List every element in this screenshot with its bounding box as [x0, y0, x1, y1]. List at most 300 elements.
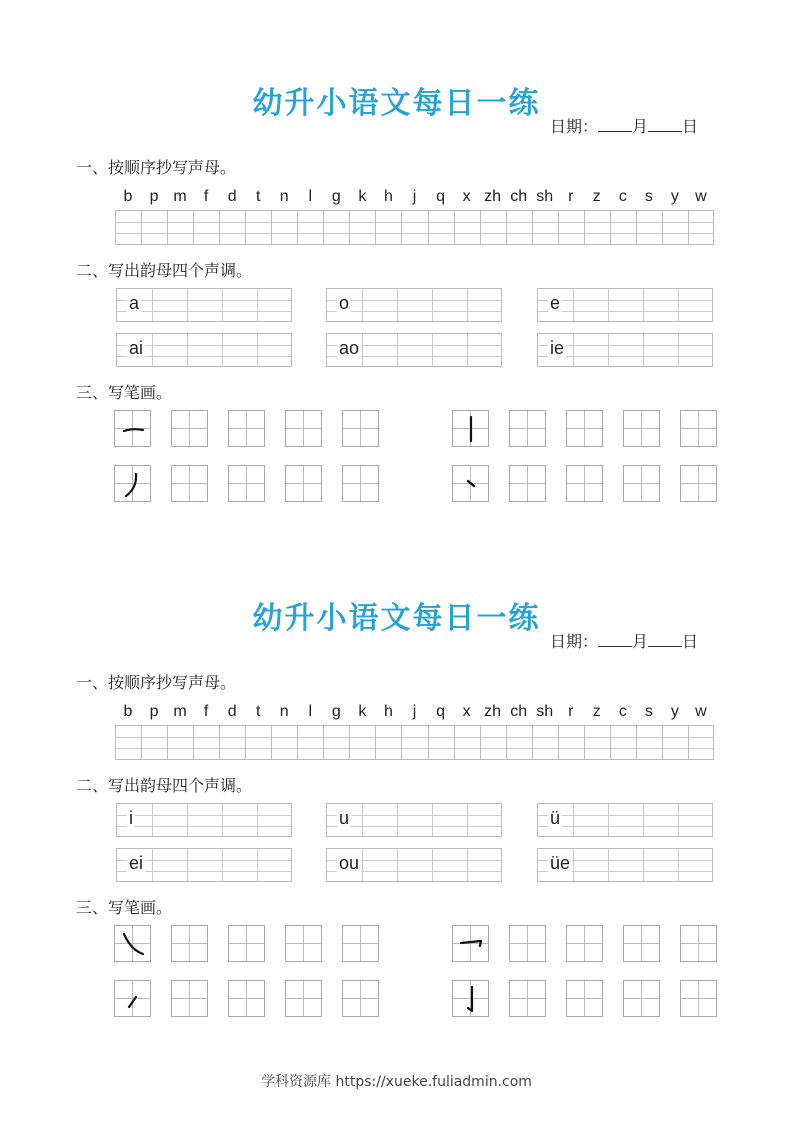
writing-cell[interactable]	[323, 210, 349, 245]
grid-line	[222, 289, 223, 321]
writing-cell[interactable]	[584, 725, 610, 760]
tianzi-cell[interactable]	[228, 980, 265, 1017]
grid-line	[507, 222, 532, 223]
tianzi-cell[interactable]	[342, 465, 379, 502]
shengmu-letter: b	[123, 703, 133, 720]
section-2-heading: 二、写出韵母四个声调。	[76, 261, 253, 280]
writing-cell[interactable]	[297, 210, 323, 245]
writing-cell[interactable]	[610, 725, 636, 760]
writing-cell[interactable]	[401, 210, 427, 245]
day-label: 日	[682, 117, 699, 136]
grid-line	[362, 849, 363, 881]
grid-line	[527, 466, 528, 501]
grid-line	[303, 981, 304, 1016]
month-blank[interactable]	[598, 117, 632, 132]
shengmu-letter: s	[644, 703, 653, 720]
grid-line	[220, 222, 245, 223]
grid-line	[298, 737, 323, 738]
shengmu-row	[115, 188, 715, 208]
grid-line	[637, 222, 662, 223]
yunmu-writing-box[interactable]	[537, 288, 713, 322]
grid-line	[246, 981, 247, 1016]
writing-cell[interactable]	[115, 725, 141, 760]
writing-cell[interactable]	[401, 725, 427, 760]
shengmu-letter: x	[462, 703, 471, 720]
section-3-heading: 三、写笔画。	[76, 898, 173, 917]
shengmu-letter: sh	[536, 188, 554, 205]
shengmu-letter: ch	[510, 703, 528, 720]
tianzi-cell[interactable]	[680, 980, 717, 1017]
writing-cell[interactable]	[480, 725, 506, 760]
grid-line	[116, 222, 141, 223]
tianzi-cell[interactable]	[228, 925, 265, 962]
writing-cell[interactable]	[167, 725, 193, 760]
writing-cell[interactable]	[688, 210, 714, 245]
shengmu-letter: t	[255, 188, 261, 205]
grid-line	[324, 737, 349, 738]
grid-line	[585, 737, 610, 738]
writing-cell[interactable]	[323, 725, 349, 760]
grid-line	[303, 926, 304, 961]
yunmu-writing-box[interactable]	[326, 803, 502, 837]
grid-line	[362, 289, 363, 321]
grid-line	[152, 289, 153, 321]
tianzi-cell[interactable]	[171, 465, 208, 502]
grid-line	[481, 737, 506, 738]
grid-line	[527, 411, 528, 446]
writing-cell[interactable]	[349, 725, 375, 760]
grid-line	[187, 849, 188, 881]
writing-cell[interactable]	[558, 725, 584, 760]
tianzi-cell[interactable]	[680, 410, 717, 447]
grid-line	[432, 804, 433, 836]
grid-line	[187, 334, 188, 366]
grid-line	[116, 233, 141, 234]
tianzi-cell[interactable]	[171, 980, 208, 1017]
shengmu-letter: j	[412, 703, 417, 720]
grid-line	[327, 300, 501, 301]
writing-cell[interactable]	[480, 210, 506, 245]
yunmu-writing-box[interactable]	[116, 288, 292, 322]
stroke-model-cell	[452, 925, 489, 962]
yunmu-writing-box[interactable]	[537, 848, 713, 882]
tianzi-cell[interactable]	[171, 410, 208, 447]
grid-line	[324, 748, 349, 749]
grid-line	[360, 466, 361, 501]
grid-line	[584, 411, 585, 446]
grid-line	[168, 737, 193, 738]
writing-cell[interactable]	[245, 725, 271, 760]
grid-line	[397, 804, 398, 836]
writing-cell[interactable]	[193, 725, 219, 760]
grid-line	[257, 849, 258, 881]
writing-cell[interactable]	[297, 725, 323, 760]
yunmu-writing-box[interactable]	[116, 333, 292, 367]
date-field	[550, 114, 698, 137]
tianzi-cell[interactable]	[509, 465, 546, 502]
grid-line	[246, 926, 247, 961]
grid-line	[663, 233, 688, 234]
yunmu-label: e	[550, 293, 561, 313]
stroke-model-cell	[114, 465, 151, 502]
grid-line	[194, 222, 219, 223]
grid-line	[142, 748, 167, 749]
grid-line	[116, 748, 141, 749]
grid-line	[698, 466, 699, 501]
grid-line	[189, 926, 190, 961]
yunmu-writing-box[interactable]	[326, 333, 502, 367]
tianzi-cell[interactable]	[509, 980, 546, 1017]
grid-line	[303, 466, 304, 501]
grid-line	[538, 311, 712, 312]
grid-line	[527, 981, 528, 1016]
tianzi-cell[interactable]	[342, 410, 379, 447]
grid-line	[538, 826, 712, 827]
writing-cell[interactable]	[584, 210, 610, 245]
stroke-dian-icon	[453, 466, 490, 503]
writing-cell[interactable]	[115, 210, 141, 245]
grid-line	[168, 233, 193, 234]
stroke-model-cell	[452, 410, 489, 447]
grid-line	[559, 737, 584, 738]
grid-line	[585, 222, 610, 223]
writing-cell[interactable]	[219, 725, 245, 760]
yunmu-label: u	[339, 808, 350, 828]
tianzi-cell[interactable]	[566, 925, 603, 962]
writing-cell[interactable]	[193, 210, 219, 245]
writing-cell[interactable]	[636, 725, 662, 760]
grid-line	[663, 748, 688, 749]
grid-line	[246, 737, 271, 738]
shengmu-writing-grid[interactable]	[115, 210, 714, 245]
tianzi-cell[interactable]	[623, 980, 660, 1017]
grid-line	[467, 804, 468, 836]
writing-cell[interactable]	[375, 725, 401, 760]
tianzi-cell[interactable]	[285, 410, 322, 447]
grid-line	[698, 981, 699, 1016]
shengmu-letter: g	[331, 188, 341, 205]
grid-line	[303, 411, 304, 446]
tianzi-cell[interactable]	[623, 925, 660, 962]
section-3-heading: 三、写笔画。	[76, 383, 173, 402]
writing-cell[interactable]	[610, 210, 636, 245]
writing-cell[interactable]	[245, 210, 271, 245]
grid-line	[467, 849, 468, 881]
grid-line	[481, 748, 506, 749]
grid-line	[117, 826, 291, 827]
shengmu-letter: f	[203, 703, 209, 720]
grid-line	[402, 737, 427, 738]
writing-cell[interactable]	[636, 210, 662, 245]
grid-line	[350, 222, 375, 223]
yunmu-writing-box[interactable]	[537, 803, 713, 837]
grid-line	[678, 334, 679, 366]
tianzi-cell[interactable]	[228, 410, 265, 447]
grid-line	[194, 233, 219, 234]
stroke-hengzhe-icon	[453, 926, 490, 963]
grid-line	[220, 748, 245, 749]
yunmu-writing-box[interactable]	[537, 333, 713, 367]
shengmu-letter: r	[568, 188, 574, 205]
shengmu-letter: d	[227, 703, 237, 720]
grid-line	[533, 222, 558, 223]
tianzi-cell[interactable]	[228, 465, 265, 502]
grid-line	[397, 289, 398, 321]
yunmu-label: ü	[550, 808, 561, 828]
grid-line	[298, 233, 323, 234]
shengmu-letter: n	[279, 703, 289, 720]
grid-line	[432, 334, 433, 366]
writing-cell[interactable]	[141, 210, 167, 245]
grid-line	[689, 233, 714, 234]
day-blank[interactable]	[648, 632, 682, 647]
grid-line	[573, 849, 574, 881]
grid-line	[559, 222, 584, 223]
grid-line	[507, 737, 532, 738]
grid-line	[246, 233, 271, 234]
stroke-pie-icon	[115, 466, 152, 503]
shengmu-letter: p	[149, 188, 159, 205]
grid-line	[429, 737, 454, 738]
shengmu-letter: q	[436, 703, 445, 720]
grid-line	[257, 289, 258, 321]
tianzi-cell[interactable]	[285, 980, 322, 1017]
grid-line	[678, 849, 679, 881]
grid-line	[573, 334, 574, 366]
shengmu-letter: h	[383, 703, 393, 720]
tianzi-cell[interactable]	[680, 925, 717, 962]
tianzi-cell[interactable]	[171, 925, 208, 962]
yunmu-writing-box[interactable]	[116, 803, 292, 837]
writing-cell[interactable]	[532, 210, 558, 245]
grid-line	[397, 334, 398, 366]
grid-line	[272, 737, 297, 738]
shengmu-letter: y	[670, 188, 679, 205]
grid-line	[189, 981, 190, 1016]
date-field	[550, 629, 698, 652]
shengmu-letter: h	[383, 188, 393, 205]
grid-line	[117, 815, 291, 816]
shengmu-letter: n	[279, 188, 289, 205]
page-title: 幼升小语文每日一练	[252, 86, 541, 121]
shengmu-letter: g	[331, 703, 341, 720]
grid-line	[611, 233, 636, 234]
shengmu-letter: w	[695, 703, 707, 720]
shengmu-letter: k	[358, 703, 367, 720]
grid-line	[533, 737, 558, 738]
stroke-ti-icon	[115, 981, 152, 1018]
grid-line	[222, 804, 223, 836]
grid-line	[611, 748, 636, 749]
date-label: 日期：	[550, 632, 599, 651]
grid-line	[152, 804, 153, 836]
writing-cell[interactable]	[271, 210, 297, 245]
grid-line	[187, 289, 188, 321]
grid-line	[698, 411, 699, 446]
shengmu-letter: z	[592, 188, 601, 205]
grid-line	[362, 804, 363, 836]
grid-line	[573, 804, 574, 836]
grid-line	[142, 233, 167, 234]
grid-line	[362, 334, 363, 366]
writing-cell[interactable]	[558, 210, 584, 245]
grid-line	[455, 748, 480, 749]
grid-line	[246, 466, 247, 501]
writing-cell[interactable]	[454, 725, 480, 760]
grid-line	[350, 737, 375, 738]
grid-line	[608, 804, 609, 836]
grid-line	[643, 334, 644, 366]
writing-cell[interactable]	[428, 725, 454, 760]
stroke-na-icon	[115, 926, 152, 963]
tianzi-cell[interactable]	[566, 465, 603, 502]
grid-line	[713, 725, 714, 760]
grid-line	[376, 222, 401, 223]
writing-cell[interactable]	[428, 210, 454, 245]
section-1-heading: 一、按顺序抄写声母。	[76, 158, 237, 177]
grid-line	[611, 222, 636, 223]
grid-line	[376, 737, 401, 738]
shengmu-letter: c	[618, 188, 627, 205]
grid-line	[152, 334, 153, 366]
grid-line	[573, 289, 574, 321]
writing-cell[interactable]	[454, 210, 480, 245]
writing-cell[interactable]	[219, 210, 245, 245]
writing-cell[interactable]	[349, 210, 375, 245]
writing-cell[interactable]	[662, 210, 688, 245]
tianzi-cell[interactable]	[509, 925, 546, 962]
writing-cell[interactable]	[167, 210, 193, 245]
practice-block	[0, 515, 793, 1030]
grid-line	[713, 210, 714, 245]
grid-line	[527, 926, 528, 961]
tianzi-cell[interactable]	[566, 980, 603, 1017]
stroke-model-cell	[114, 980, 151, 1017]
grid-line	[257, 334, 258, 366]
shengmu-letter: p	[149, 703, 159, 720]
shengmu-letter: w	[695, 188, 707, 205]
tianzi-cell[interactable]	[342, 925, 379, 962]
writing-cell[interactable]	[662, 725, 688, 760]
grid-line	[533, 233, 558, 234]
grid-line	[641, 926, 642, 961]
yunmu-writing-box[interactable]	[326, 848, 502, 882]
writing-cell[interactable]	[688, 725, 714, 760]
grid-line	[142, 222, 167, 223]
shengmu-letter: t	[255, 703, 261, 720]
grid-line	[507, 233, 532, 234]
grid-line	[376, 233, 401, 234]
grid-line	[608, 289, 609, 321]
grid-line	[194, 748, 219, 749]
shengmu-letter: l	[308, 188, 313, 205]
shengmu-letter: k	[358, 188, 367, 205]
writing-cell[interactable]	[506, 210, 532, 245]
grid-line	[194, 737, 219, 738]
shengmu-letter: c	[618, 703, 627, 720]
writing-cell[interactable]	[532, 725, 558, 760]
tianzi-cell[interactable]	[285, 465, 322, 502]
yunmu-writing-box[interactable]	[116, 848, 292, 882]
tianzi-cell[interactable]	[680, 465, 717, 502]
grid-line	[481, 222, 506, 223]
grid-line	[432, 849, 433, 881]
writing-cell[interactable]	[375, 210, 401, 245]
grid-line	[272, 748, 297, 749]
month-blank[interactable]	[598, 632, 632, 647]
grid-line	[611, 737, 636, 738]
day-blank[interactable]	[648, 117, 682, 132]
writing-cell[interactable]	[271, 725, 297, 760]
stroke-model-cell	[114, 925, 151, 962]
grid-line	[168, 748, 193, 749]
grid-line	[116, 737, 141, 738]
grid-line	[246, 411, 247, 446]
grid-line	[429, 233, 454, 234]
stroke-model-cell	[452, 465, 489, 502]
grid-line	[585, 748, 610, 749]
grid-line	[376, 748, 401, 749]
day-label: 日	[682, 632, 699, 651]
grid-line	[327, 311, 501, 312]
grid-line	[467, 289, 468, 321]
grid-line	[533, 748, 558, 749]
writing-cell[interactable]	[141, 725, 167, 760]
shengmu-writing-grid[interactable]	[115, 725, 714, 760]
stroke-model-cell	[452, 980, 489, 1017]
page-title: 幼升小语文每日一练	[252, 601, 541, 636]
practice-block	[0, 0, 793, 515]
grid-line	[641, 411, 642, 446]
yunmu-label: a	[129, 293, 140, 313]
writing-cell[interactable]	[506, 725, 532, 760]
tianzi-cell[interactable]	[342, 980, 379, 1017]
grid-line	[189, 466, 190, 501]
grid-line	[360, 981, 361, 1016]
grid-line	[641, 981, 642, 1016]
tianzi-cell[interactable]	[285, 925, 322, 962]
section-1-heading: 一、按顺序抄写声母。	[76, 673, 237, 692]
grid-line	[432, 289, 433, 321]
shengmu-letter: l	[308, 703, 313, 720]
shengmu-letter: m	[173, 188, 187, 205]
grid-line	[402, 222, 427, 223]
yunmu-writing-box[interactable]	[326, 288, 502, 322]
tianzi-cell[interactable]	[623, 410, 660, 447]
grid-line	[257, 804, 258, 836]
grid-line	[327, 815, 501, 816]
grid-line	[402, 233, 427, 234]
grid-line	[246, 748, 271, 749]
shengmu-letter: s	[644, 188, 653, 205]
grid-line	[117, 311, 291, 312]
grid-line	[637, 748, 662, 749]
tianzi-cell[interactable]	[509, 410, 546, 447]
tianzi-cell[interactable]	[566, 410, 603, 447]
grid-line	[698, 926, 699, 961]
month-label: 月	[632, 632, 649, 651]
grid-line	[189, 411, 190, 446]
grid-line	[360, 411, 361, 446]
grid-line	[641, 466, 642, 501]
grid-line	[327, 826, 501, 827]
grid-line	[429, 222, 454, 223]
grid-line	[643, 849, 644, 881]
shengmu-letter: x	[462, 188, 471, 205]
grid-line	[608, 849, 609, 881]
shengmu-letter: m	[173, 703, 187, 720]
tianzi-cell[interactable]	[623, 465, 660, 502]
